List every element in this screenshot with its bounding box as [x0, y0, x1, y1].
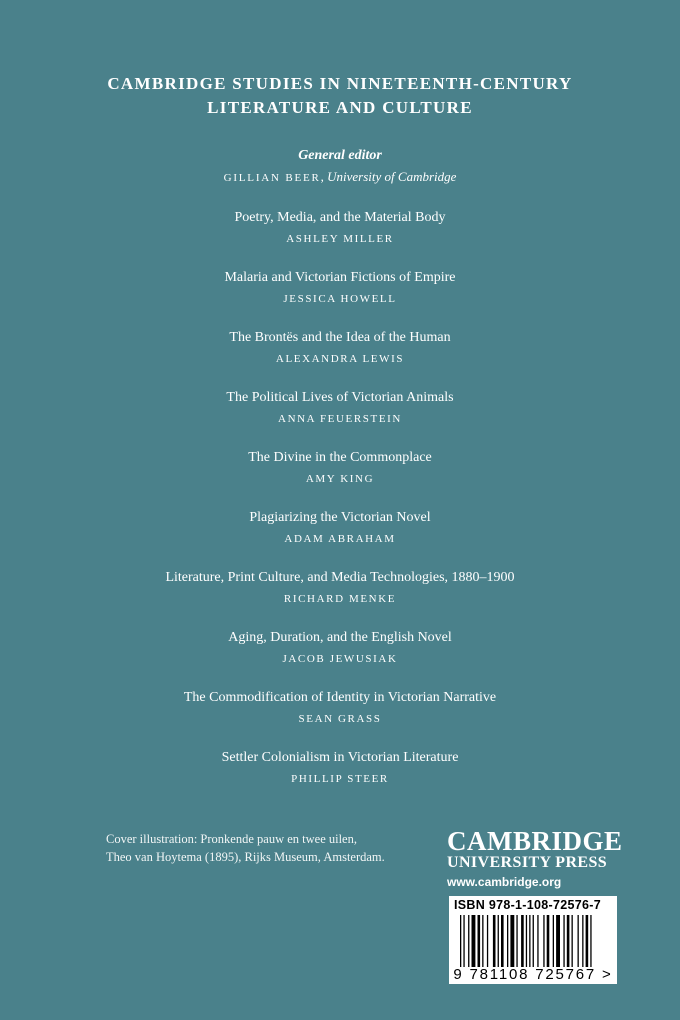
barcode-bar: [543, 915, 544, 967]
barcode-bar: [533, 915, 534, 967]
book-title: Literature, Print Culture, and Media Technologies, 1880–1900: [165, 570, 515, 585]
barcode-bar: [556, 915, 560, 967]
book-title: The Divine in the Commonplace: [248, 450, 432, 465]
general-editor-name: GILLIAN BEER: [223, 172, 321, 184]
barcode-bar: [468, 915, 469, 967]
general-editor-affiliation: University of Cambridge: [327, 169, 457, 184]
barcode-bar: [507, 915, 508, 967]
general-editor-separator: ,: [320, 169, 328, 184]
barcode-bar: [553, 915, 554, 967]
book-author: PHILLIP STEER: [291, 773, 389, 785]
publisher-url: www.cambridge.org: [447, 875, 562, 889]
book-title: The Political Lives of Victorian Animals: [226, 390, 454, 405]
isbn-label: ISBN 978-1-108-72576-7: [454, 898, 601, 912]
book-title: The Commodification of Identity in Victorian Narrative: [183, 690, 497, 705]
book-item: [0, 449, 680, 487]
barcode-bar: [547, 915, 550, 967]
book-title: Plagiarizing the Victorian Novel: [249, 510, 431, 525]
book-title: Poetry, Media, and the Material Body: [234, 210, 446, 225]
barcode-bar: [582, 915, 583, 967]
barcode-bars: [452, 915, 614, 967]
book-item: [0, 509, 680, 547]
book-title: Aging, Duration, and the English Novel: [228, 630, 452, 645]
book-title: The Brontës and the Idea of the Human: [229, 330, 451, 345]
book-author: ANNA FEUERSTEIN: [278, 413, 402, 425]
barcode-bar: [586, 915, 589, 967]
book-author: AMY KING: [305, 473, 375, 485]
publisher-subname: UNIVERSITY PRESS: [447, 854, 608, 871]
cover-credit-line1: Cover illustration: Pronkende pauw en twee uilen,: [106, 832, 357, 846]
barcode-bar: [498, 915, 499, 967]
series-title: [0, 72, 680, 120]
book-item: [0, 269, 680, 307]
barcode-bar: [510, 915, 514, 967]
barcode-bar: [460, 915, 461, 967]
barcode-bar: [493, 915, 496, 967]
book-author: ASHLEY MILLER: [286, 233, 394, 245]
barcode-bar: [478, 915, 481, 967]
isbn-barcode: [449, 896, 617, 984]
barcode-bar: [472, 915, 476, 967]
book-title: Malaria and Victorian Fictions of Empire: [224, 270, 456, 285]
book-item: [0, 329, 680, 367]
barcode-bar: [521, 915, 524, 967]
barcode-bar: [590, 915, 591, 967]
barcode-bar: [572, 915, 573, 967]
book-author: ALEXANDRA LEWIS: [275, 353, 405, 365]
book-author: RICHARD MENKE: [283, 593, 397, 605]
book-title: Settler Colonialism in Victorian Literature: [221, 750, 459, 765]
book-author: ADAM ABRAHAM: [284, 533, 396, 545]
barcode-bar: [578, 915, 579, 967]
cover-credit: [106, 830, 385, 866]
series-title-line1: CAMBRIDGE STUDIES IN NINETEENTH-CENTURY: [107, 74, 573, 93]
barcode-bar: [487, 915, 488, 967]
book-item: [0, 209, 680, 247]
barcode-bar: [563, 915, 564, 967]
book-author: SEAN GRASS: [298, 713, 382, 725]
barcode-bar: [463, 915, 464, 967]
series-title-line2: LITERATURE AND CULTURE: [207, 98, 473, 117]
barcode-bar: [482, 915, 483, 967]
general-editor-heading: General editor: [298, 148, 382, 163]
book-item: [0, 389, 680, 427]
barcode-bar: [529, 915, 530, 967]
general-editor-line: [0, 167, 680, 188]
barcode-bar: [537, 915, 538, 967]
barcode-bar: [501, 915, 504, 967]
publisher-name: CAMBRIDGE: [447, 826, 623, 856]
barcode-bar: [526, 915, 527, 967]
barcode-digits: 9 781108 725767 >: [453, 966, 613, 983]
book-item: [0, 749, 680, 787]
book-item: [0, 569, 680, 607]
cover-credit-line2: Theo van Hoytema (1895), Rijks Museum, Amsterdam.: [106, 850, 385, 864]
book-item: [0, 629, 680, 667]
book-author: JACOB JEWUSIAK: [282, 653, 398, 665]
book-item: [0, 689, 680, 727]
book-author: JESSICA HOWELL: [283, 293, 397, 305]
barcode-bar: [516, 915, 517, 967]
publisher-logo: [447, 828, 622, 892]
barcode-bar: [567, 915, 570, 967]
general-editor-block: [0, 146, 680, 188]
